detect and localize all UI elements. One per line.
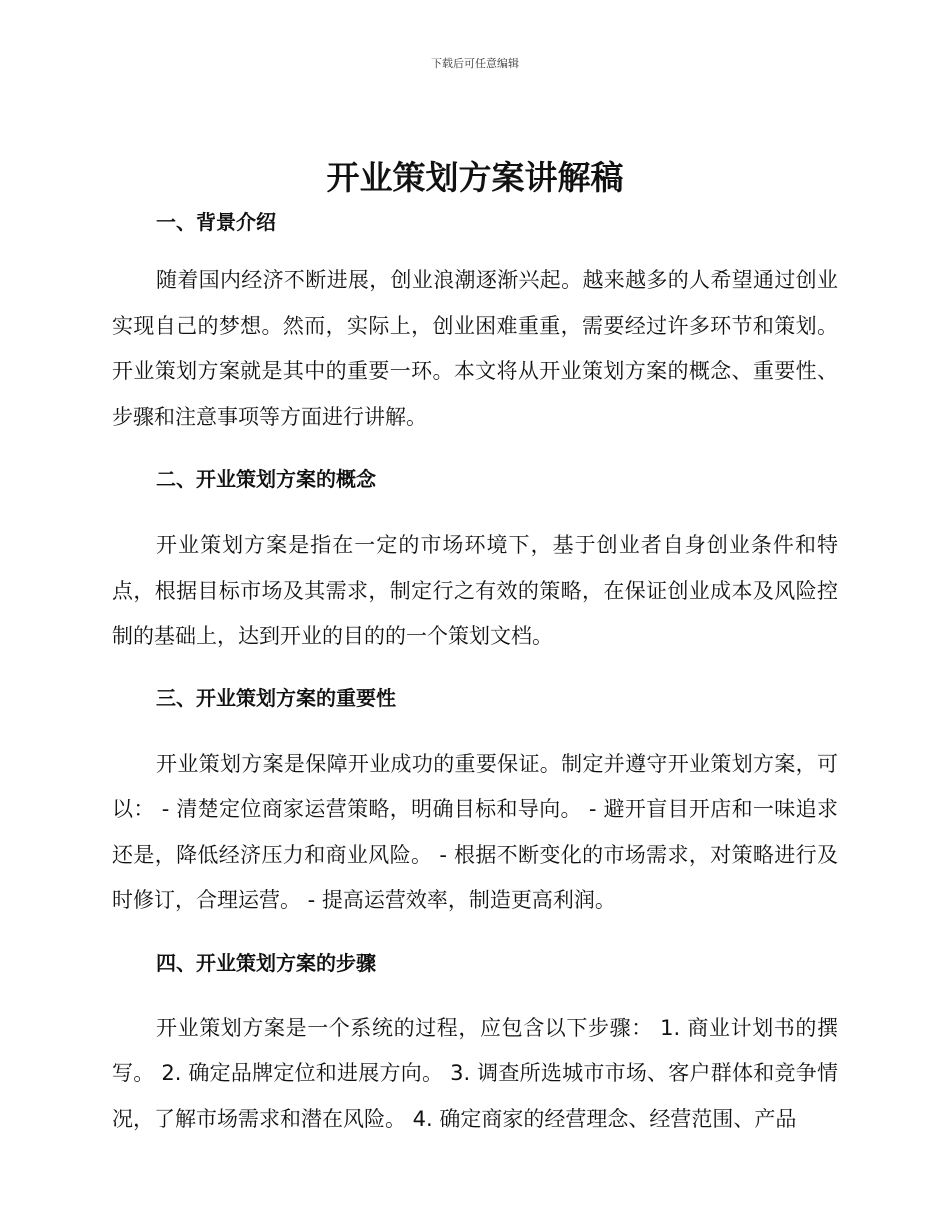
section-paragraph-concept: 开业策划方案是指在一定的市场环境下，基于创业者自身创业条件和特点，根据目标市场及其需求，制定行之有效的策略，在保证创业成本及风险控制的基础上，达到开业的目的的一个策划文档。 bbox=[112, 533, 838, 648]
section-heading-background: 一、背景介绍 bbox=[156, 210, 276, 234]
header-note: 下载后可任意编辑 bbox=[431, 57, 519, 70]
section-paragraph-steps: 开业策划方案是一个系统的过程，应包含以下步骤： 1. 商业计划书的撰写。 2. 确定品牌定位和进展方向。 3. 调查所选城市市场、客户群体和竞争情况，了解市场需求和潜在风险。 4. 确定商家的经营理念、经营范围、产品 bbox=[112, 1015, 838, 1131]
section-heading-steps: 四、开业策划方案的步骤 bbox=[156, 950, 376, 975]
document-title: 开业策划方案讲解稿 bbox=[326, 158, 624, 197]
section-paragraph-background: 随着国内经济不断进展，创业浪潮逐渐兴起。越来越多的人希望通过创业实现自己的梦想。然而，实际上，创业困难重重，需要经过许多环节和策划。开业策划方案就是其中的重要一环。本文将从开业策划方案的概念、重要性、步骤和注意事项等方面进行讲解。 bbox=[112, 268, 838, 429]
section-heading-concept: 二、开业策划方案的概念 bbox=[156, 467, 376, 491]
document-body bbox=[112, 204, 838, 1142]
section-heading-importance: 三、开业策划方案的重要性 bbox=[156, 685, 396, 710]
section-paragraph-importance: 开业策划方案是保障开业成功的重要保证。制定并遵守开业策划方案，可以： - 清楚定位商家运营策略，明确目标和导向。 - 避开盲目开店和一味追求还是，降低经济压力和商业风险。 - 根据不断变化的市场需求，对策略进行及时修订，合理运营。 - 提高运营效率，制造更高利润。 bbox=[112, 751, 838, 912]
